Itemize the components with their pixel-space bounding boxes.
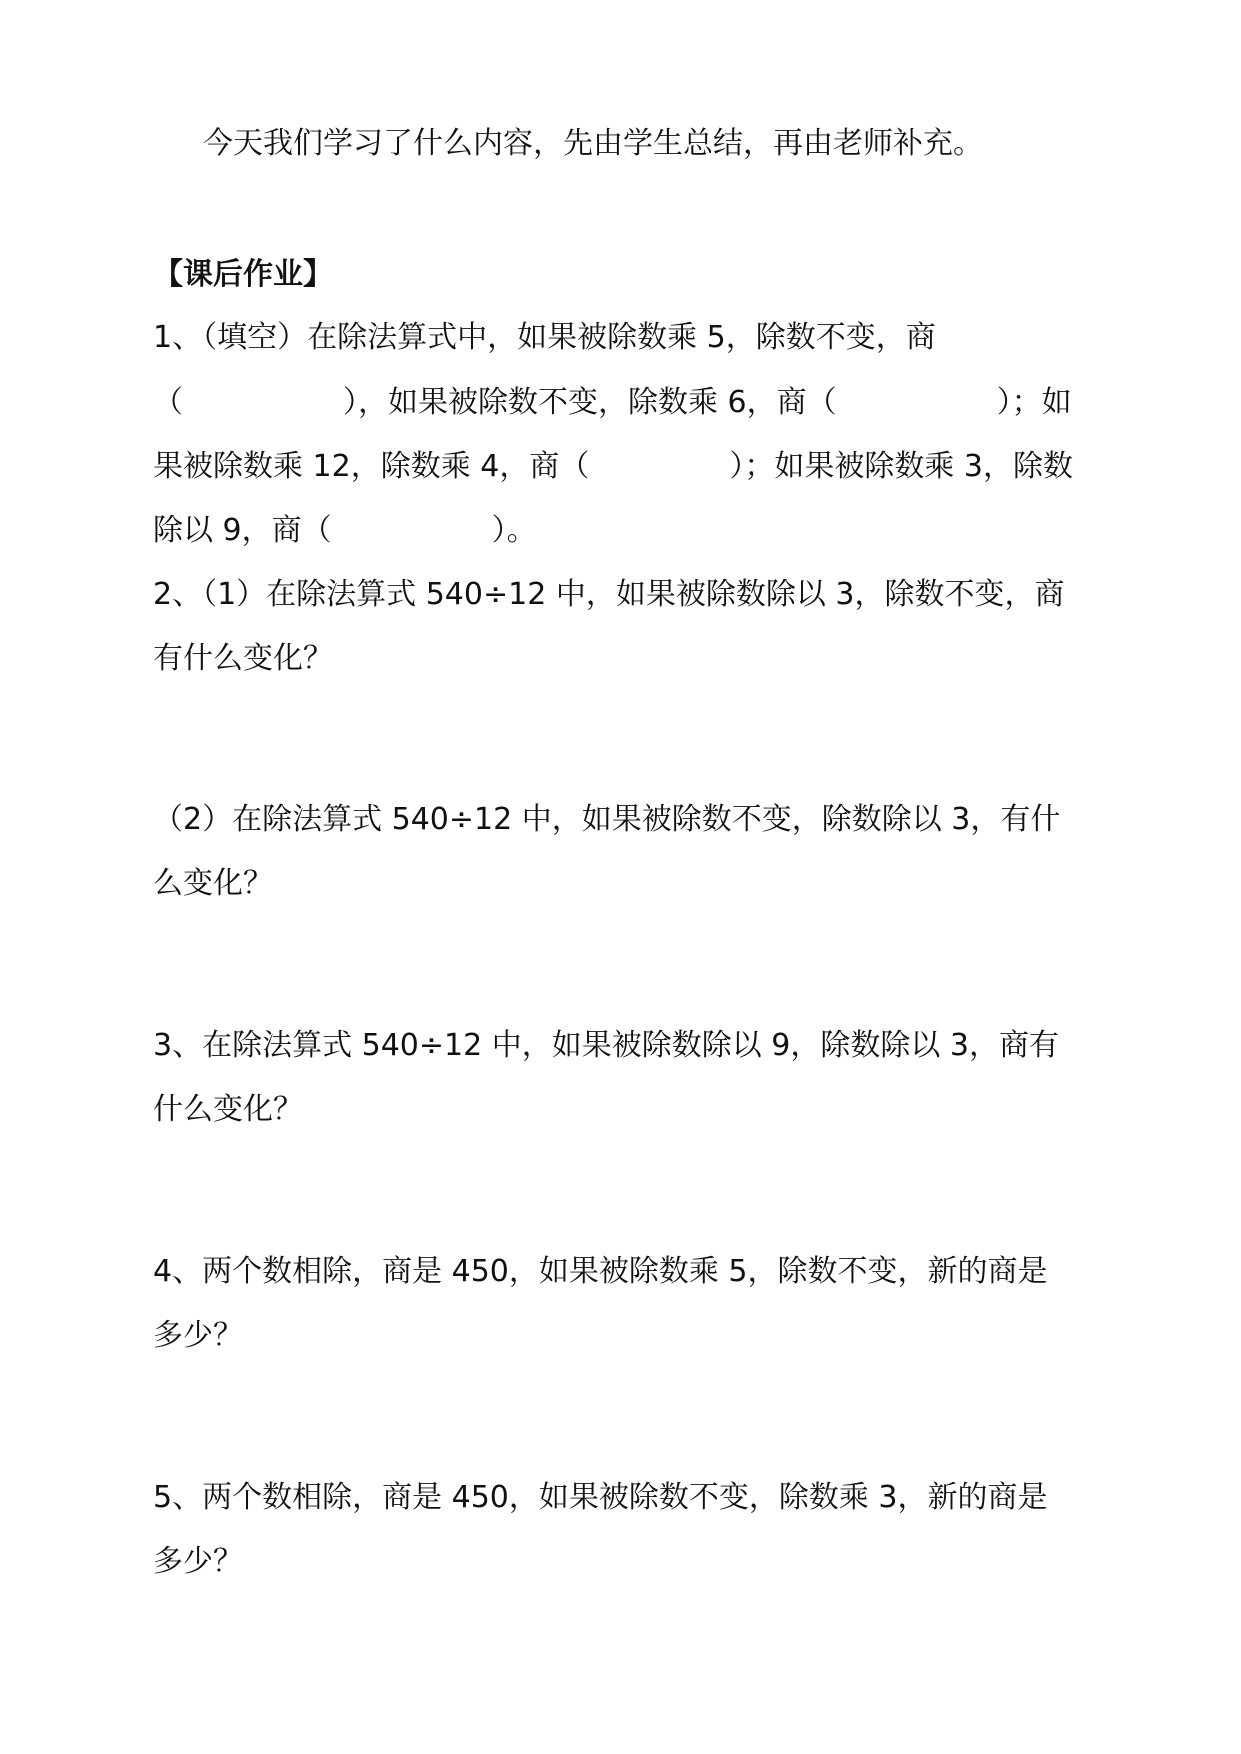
q3-line-2: 什么变化？	[153, 1092, 303, 1127]
q4-line-1: 4、两个数相除，商是 450，如果被除数乘 5，除数不变，新的商是	[153, 1254, 1048, 1289]
q1-line-4	[153, 511, 537, 551]
q1-line3-start: 果被除数乘 12，除数乘 4，商（	[153, 449, 590, 484]
q4-line-2: 多少？	[153, 1318, 243, 1353]
q1-line-3	[153, 447, 1073, 487]
q1-line2-open: （	[153, 385, 183, 420]
q1-line2-end: ）；如	[996, 385, 1072, 420]
q1-line2-mid: ），如果被除数不变，除数乘 6，商（	[343, 385, 837, 420]
q2-part1-line-1: 2、（1）在除法算式 540÷12 中，如果被除数除以 3，除数不变，商	[153, 577, 1065, 612]
q5-line-1: 5、两个数相除，商是 450，如果被除数不变，除数乘 3，新的商是	[153, 1480, 1048, 1515]
summary-text: 今天我们学习了什么内容，先由学生总结，再由老师补充。	[203, 126, 983, 161]
q1-line-2	[153, 383, 1072, 423]
q2-part2-line-1: （2）在除法算式 540÷12 中，如果被除数不变，除数除以 3，有什	[153, 802, 1061, 837]
q2-part1-line-2: 有什么变化？	[153, 641, 333, 676]
q1-line3-end: ）；如果被除数乘 3，除数	[729, 449, 1073, 484]
q2-part2-line-2: 么变化？	[153, 866, 273, 901]
q3-line-1: 3、在除法算式 540÷12 中，如果被除数除以 9，除数除以 3，商有	[153, 1028, 1059, 1063]
q5-line-2: 多少？	[153, 1544, 243, 1579]
q1-line4-start: 除以 9，商（	[153, 513, 332, 548]
q1-line4-end: ）。	[491, 513, 537, 548]
homework-heading: 【课后作业】	[153, 257, 333, 292]
q1-line-1: 1、（填空）在除法算式中，如果被除数乘 5，除数不变，商	[153, 320, 936, 355]
